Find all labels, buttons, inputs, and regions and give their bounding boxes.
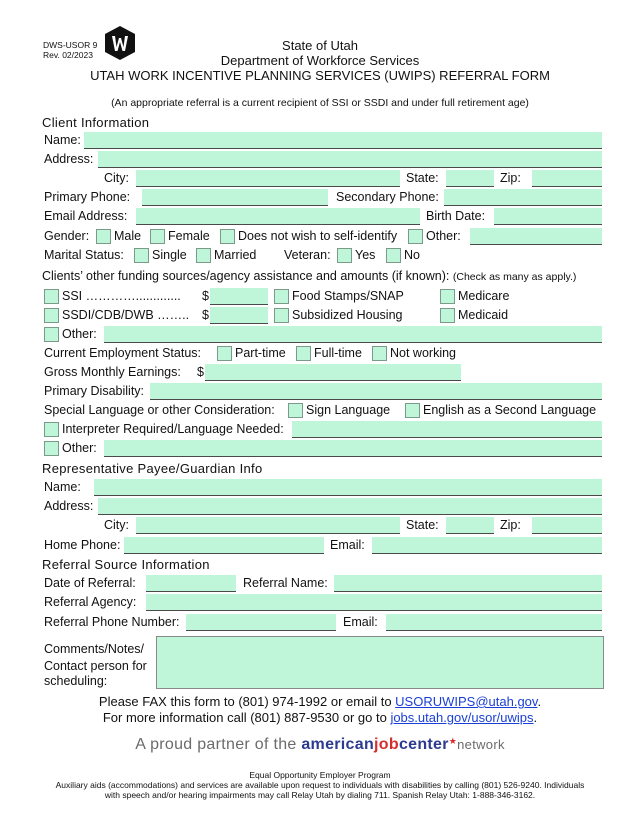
info-line [0,710,640,725]
fax-period: . [537,694,542,709]
comments-label-line-1: Comments/Notes/ [44,642,145,656]
payee-city-field[interactable] [136,517,400,534]
ssi-amount-field[interactable] [210,288,268,305]
veteran-label: Veteran: [284,248,331,262]
funding-title-text: Clients’ other funding sources/agency assistance and amounts (if known): [42,269,450,283]
client-name-label: Name: [44,133,81,147]
payee-state-field[interactable] [446,517,494,534]
gross-earnings-field[interactable] [205,364,461,381]
payee-name-label: Name: [44,480,81,494]
partner-job: job [374,736,399,753]
funding-other-label: Other: [62,327,97,341]
secondary-phone-field[interactable] [444,189,602,206]
full-time-label: Full-time [314,346,362,360]
client-address-label: Address: [44,152,94,166]
consideration-other-checkbox[interactable] [44,441,59,456]
gender-label: Gender: [44,229,90,243]
payee-city-label: City: [104,518,129,532]
primary-phone-field[interactable] [142,189,328,206]
marital-married-label: Married [214,248,257,262]
comments-label-line-3: scheduling: [44,674,108,688]
client-name-field[interactable] [84,132,602,149]
ssdi-amount-field[interactable] [210,307,268,324]
client-zip-label: Zip: [500,171,521,185]
secondary-phone-label: Secondary Phone: [336,190,439,204]
full-time-checkbox[interactable] [296,346,311,361]
not-working-checkbox[interactable] [372,346,387,361]
gross-earnings-label: Gross Monthly Earnings: [44,365,181,379]
eligibility-note: (An appropriate referral is a current recipient of SSI or SSDI and under full retirement age) [111,97,529,109]
referral-section-title: Referral Source Information [42,557,210,572]
email-link[interactable]: USORUWIPS@utah.gov [395,694,538,709]
gender-no-identify-label: Does not wish to self-identify [238,229,398,243]
payee-home-phone-field[interactable] [124,537,324,554]
subsidized-housing-label: Subsidized Housing [292,308,403,322]
ssi-dollar: $ [202,289,209,303]
gender-other-label: Other: [426,229,461,243]
client-zip-field[interactable] [532,170,602,187]
payee-zip-field[interactable] [532,517,602,534]
veteran-no-checkbox[interactable] [386,248,401,263]
ssdi-checkbox[interactable] [44,308,59,323]
gender-other-checkbox[interactable] [408,229,423,244]
referral-date-label: Date of Referral: [44,576,136,590]
birth-date-label: Birth Date: [426,209,486,223]
gender-male-checkbox[interactable] [96,229,111,244]
special-language-label: Special Language or other Consideration: [44,403,275,417]
client-city-label: City: [104,171,129,185]
birth-date-field[interactable] [494,208,602,225]
referral-phone-label: Referral Phone Number: [44,615,180,629]
fax-text: Please FAX this form to (801) 974-1992 or email to [98,694,396,709]
funding-other-field[interactable] [104,326,602,343]
primary-phone-label: Primary Phone: [44,190,131,204]
payee-email-field[interactable] [372,537,602,554]
form-title: UTAH WORK INCENTIVE PLANNING SERVICES (UWIPS) REFERRAL FORM [90,68,550,83]
department-title: Department of Workforce Services [220,53,420,68]
ssi-label: SSI …………............. [62,289,181,303]
payee-state-label: State: [406,518,439,532]
referral-email-label: Email: [343,615,378,629]
info-period: . [533,710,538,725]
referral-name-label: Referral Name: [243,576,328,590]
comments-textarea[interactable] [156,636,604,689]
esl-label: English as a Second Language [423,403,597,417]
food-stamps-label: Food Stamps/SNAP [292,289,404,303]
comments-label-line-2: Contact person for [44,659,147,673]
gender-no-identify-checkbox[interactable] [220,229,235,244]
payee-email-label: Email: [330,538,365,552]
eoe-text: Equal Opportunity Employer Program [249,770,391,780]
sign-language-label: Sign Language [306,403,391,417]
referral-agency-field[interactable] [146,594,602,611]
referral-phone-field[interactable] [186,614,336,631]
email-label: Email Address: [44,209,128,223]
partner-star-icon: ★ [448,736,458,746]
client-city-field[interactable] [136,170,400,187]
ssi-checkbox[interactable] [44,289,59,304]
referral-name-field[interactable] [334,575,602,592]
info-text: For more information call (801) 887-9530 or go to [102,710,391,725]
payee-zip-label: Zip: [500,518,521,532]
gender-male-label: Male [114,229,142,243]
funding-note: (Check as many as apply.) [452,271,577,283]
consideration-other-field[interactable] [104,440,602,457]
consideration-other-label: Other: [62,441,97,455]
gender-other-field[interactable] [470,228,602,245]
aux-text-line-1: Auxiliary aids (accommodations) and services are available upon request to individuals with disabilities by calling (801) 526-9240. Individuals [55,780,585,790]
partner-american: american [301,736,375,753]
veteran-yes-label: Yes [355,248,376,262]
marital-single-label: Single [152,248,187,262]
marital-status-label: Marital Status: [44,248,124,262]
web-link[interactable]: jobs.utah.gov/usor/uwips [390,710,534,725]
payee-section-title: Representative Payee/Guardian Info [42,461,263,476]
partner-network: network [457,737,505,752]
interpreter-checkbox[interactable] [44,422,59,437]
veteran-no-label: No [404,248,420,262]
email-field[interactable] [136,208,420,225]
part-time-label: Part-time [235,346,286,360]
form-id: DWS-USOR 9 [43,40,98,50]
interpreter-field[interactable] [292,421,602,438]
part-time-checkbox[interactable] [217,346,232,361]
client-address-field[interactable] [98,151,602,168]
medicaid-checkbox[interactable] [440,308,455,323]
referral-agency-label: Referral Agency: [44,595,137,609]
employment-status-label: Current Employment Status: [44,346,202,360]
gender-female-label: Female [168,229,210,243]
partner-prefix: A proud partner of the [135,736,302,753]
referral-date-field[interactable] [146,575,236,592]
payee-home-phone-label: Home Phone: [44,538,121,552]
medicare-checkbox[interactable] [440,289,455,304]
referral-email-field[interactable] [386,614,602,631]
medicare-label: Medicare [458,289,510,303]
form-revision: Rev. 02/2023 [43,50,93,60]
payee-address-field[interactable] [98,498,602,515]
primary-disability-field[interactable] [150,383,602,400]
partner-center: center [398,736,449,753]
funding-other-checkbox[interactable] [44,327,59,342]
fax-line [0,694,640,709]
gross-earnings-dollar: $ [197,365,204,379]
client-state-field[interactable] [446,170,494,187]
funding-title [42,268,576,285]
client-state-label: State: [406,171,439,185]
not-working-label: Not working [390,346,456,360]
interpreter-label: Interpreter Required/Language Needed: [62,422,284,436]
marital-married-checkbox[interactable] [196,248,211,263]
ssdi-dollar: $ [202,308,209,322]
ssdi-label: SSDI/CDB/DWB …….. [62,308,190,322]
state-title: State of Utah [282,38,358,53]
aux-text-line-2: with speech and/or hearing impairments may call Relay Utah by dialing 711. Spanish Relay Utah: 1-888-346-3162. [104,790,536,800]
payee-address-label: Address: [44,499,94,513]
client-section-title: Client Information [42,115,150,130]
partner-logo [0,736,640,754]
food-stamps-checkbox[interactable] [274,289,289,304]
payee-name-field[interactable] [94,479,602,496]
primary-disability-label: Primary Disability: [44,384,145,398]
sign-language-checkbox[interactable] [288,403,303,418]
gender-female-checkbox[interactable] [150,229,165,244]
medicaid-label: Medicaid [458,308,509,322]
subsidized-housing-checkbox[interactable] [274,308,289,323]
esl-checkbox[interactable] [405,403,420,418]
veteran-yes-checkbox[interactable] [337,248,352,263]
marital-single-checkbox[interactable] [134,248,149,263]
